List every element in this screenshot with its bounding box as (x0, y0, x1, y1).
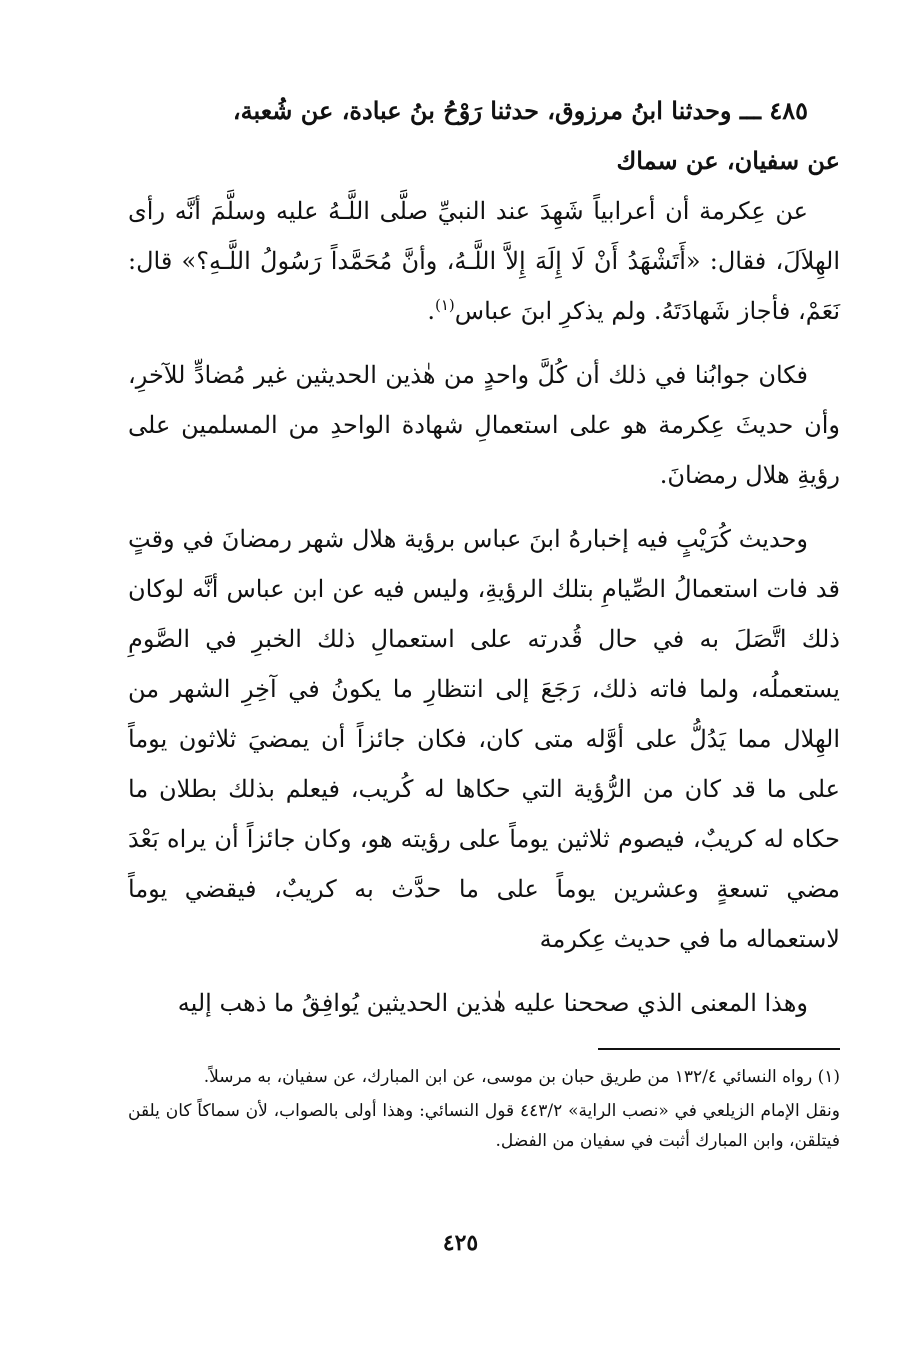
main-text (128, 86, 840, 1042)
paragraph: وهذا المعنى الذي صححنا عليه هٰذين الحديثين يُوافِقُ ما ذهب إليه (177, 989, 808, 1017)
hadith-chain (128, 86, 840, 136)
page-number: ٤٢٥ (442, 1230, 479, 1256)
paragraph: وحديث كُرَيْبٍ فيه إخبارهُ ابنَ عباس برؤية هلال شهر رمضانَ في وقتٍ قد فات استعمالُ الصِّيامِ بتلك الرؤيةِ، وليس فيه عن ابن عباس أنَّه لوكان ذلك اتَّصَلَ به في حال قُدرته على استعمالِ ذلك الخبرِ في الصَّومِ يستعملُه، ولما فاته ذلك، رَجَعَ إلى انتظارِ ما يكونُ في آخِرِ الشهر من الهِلال مما يَدُلُّ على أوَّله متى كان، فكان جائزاً أن يمضيَ ثلاثون يوماً على ما قد كان من الرُّؤية التي حكاها له كُريب، فيعلم بذلك بطلان ما حكاه له كريبٌ، فيصوم ثلاثين يوماً على رؤيته هو، وكان جائزاً أن يراه بَعْدَ مضي تسعةٍ وعشرين يوماً على ما حدَّث به كريبٌ، فيقضي يوماً لاستعماله ما في حديث عِكرمة (128, 525, 840, 953)
hadith-chain-end: عن سفيان، عن سماك (616, 146, 840, 175)
hadith-text-end: . (427, 297, 435, 325)
paragraph: فكان جوابُنا في ذلك أن كُلَّ واحدٍ من هٰذين الحديثين غير مُضادٍّ للآخرِ، وأن حديثَ عِكرمة هو على استعمالِ شهادة الواحدِ من المسلمين على رؤيةِ هلال رمضانَ. (128, 361, 841, 489)
footnote-reference[interactable]: (١) (434, 296, 455, 314)
hadith-chain-text: وحدثنا ابنُ مرزوق، حدثنا رَوْحُ بنُ عبادة، عن شُعبة، (232, 96, 732, 125)
footnote: ونقل الإمام الزيلعي في «نصب الراية» ٤٤٣/٢ قول النسائي: وهذا أولى بالصواب، لأن سماكاً كان يلقن فيتلقن، وابن المبارك أثبت في سفيان من الفضل. (128, 1101, 840, 1151)
footnotes (128, 1062, 840, 1160)
hadith-dash: ـــ (739, 96, 761, 125)
hadith-number: ٤٨٥ (769, 96, 808, 125)
footnote: (١) رواه النسائي ١٣٢/٤ من طريق حبان بن موسى، عن ابن المبارك، عن سفيان، به مرسلاً. (203, 1067, 840, 1087)
hadith-text-body: عن عِكرمة أن أعرابياً شَهِدَ عند النبيِّ صلَّى اللَّـهُ عليه وسلَّمَ أنَّه رأى الهِلاَلَ، فقال: «أَتَشْهَدُ أَنْ لَا إِلَهَ إِلاَّ اللَّـهُ، وأنَّ مُحَمَّداً رَسُولُ اللَّـهِ؟» قال: نَعَمْ، فأجاز شَهادَتَهُ. ولم يذكرِ ابنَ عباس (128, 197, 840, 325)
footnote-divider (598, 1048, 840, 1050)
hadith-text (128, 186, 840, 336)
